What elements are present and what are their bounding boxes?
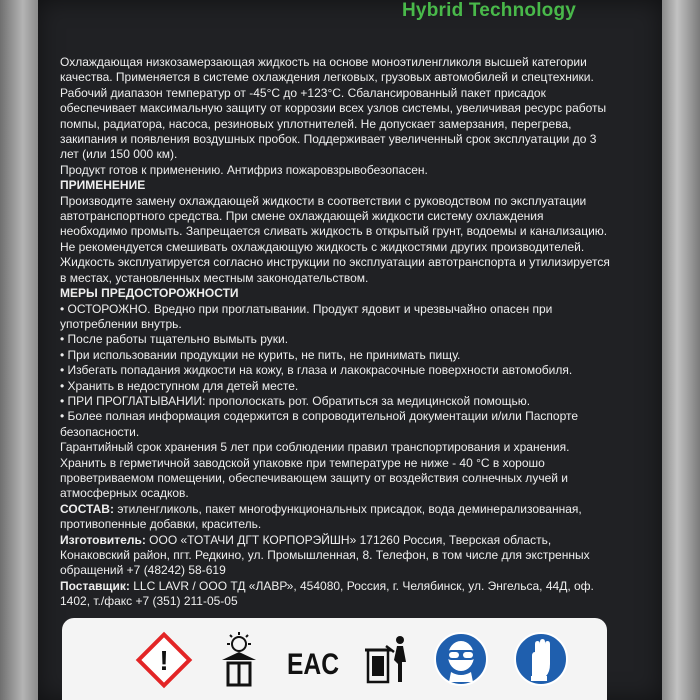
intro-note: Продукт готов к применению. Антифриз пожаровзрывобезопасен. — [60, 162, 428, 177]
list-item: • После работы тщательно вымыть руки. — [60, 332, 610, 347]
usage-heading: ПРИМЕНЕНИЕ — [60, 178, 146, 193]
brand-tagline: Hybrid Technology — [402, 0, 577, 21]
bottle-edge-right — [662, 0, 700, 700]
safety-pictograms — [62, 618, 607, 700]
composition-text: этиленгликоль, пакет многофункциональных присадок, вода деминерализованная, противопенные добавки, краситель. — [60, 501, 582, 532]
precautions-list — [60, 302, 610, 441]
list-item: • Более полная информация содержится в сопроводительной документации и/или Паспорте безопасности. — [60, 409, 610, 440]
wear-gloves-icon — [512, 630, 570, 690]
bottle-edge-left — [0, 0, 38, 700]
composition-label: СОСТАВ: — [60, 501, 114, 516]
supplier — [60, 579, 610, 610]
supplier-text: LLC LAVR / ООО ТД «ЛАВР», 454080, Россия, г. Челябинск, ул. Энгельса, 44Д, оф. 1402, т./факс +7 (351) 211-05-05 — [60, 578, 594, 609]
composition — [60, 502, 610, 533]
manufacturer-text: ООО «ТОТАЧИ ДГТ КОРПОРЭЙШН» 171260 Россия, Тверская область, Конаковский район, пгт. Редкино, ул. Промышленная, 8. Телефон, в том числе для экстренных обращений +7 (48242) 58-619 — [60, 532, 590, 578]
storage-warranty: Гарантийный срок хранения 5 лет при соблюдении правил транспортирования и хранения. — [60, 440, 570, 455]
ghs-exclamation-icon — [134, 630, 194, 690]
eac-mark: EAC — [287, 648, 339, 681]
usage-paragraph: Производите замену охлаждающей жидкости в соответствии с руководством по эксплуатации автотранспортного средства. При смене охлаждающей жидкости систему охлаждения необходимо промыть. Запрещается сливать жидкость в открытый грунт, водоемы и канализацию. Не рекомендуется смешивать охлаждающую жидкость с жидкостями других производителей. — [60, 193, 608, 254]
manufacturer-label: Изготовитель: — [60, 532, 146, 547]
list-item: • ОСТОРОЖНО. Вредно при проглатывании. Продукт ядовит и чрезвычайно опасен при употреблении внутрь. — [60, 302, 610, 333]
list-item: • ПРИ ПРОГЛАТЫВАНИИ: прополоскать рот. Обратиться за медицинской помощью. — [60, 394, 610, 409]
wear-goggles-icon — [432, 630, 490, 690]
usage-paragraph: Жидкость эксплуатируется согласно инструкции по эксплуатации автотранспорта и утилизируется в местах, установленных местным законодательством. — [60, 255, 610, 285]
list-item: • При использовании продукции не курить, не пить, не принимать пищу. — [60, 348, 610, 363]
list-item: • Избегать попадания жидкости на кожу, в глаза и лакокрасочные поверхности автомобиля. — [60, 363, 610, 378]
keep-from-sun-icon — [216, 630, 262, 690]
storage-conditions: Хранить в герметичной заводской упаковке при температуре не ниже - 40 °С в хорошо проветриваемом помещении, обеспечивающем защиту от воздействия солнечных лучей и атмосферных осадков. — [60, 455, 568, 501]
supplier-label: Поставщик: — [60, 578, 130, 593]
eac-mark-icon — [284, 630, 342, 690]
dispose-bin-icon — [364, 630, 410, 690]
hazard-mark: ! — [159, 645, 169, 676]
precautions-heading: МЕРЫ ПРЕДОСТОРОЖНОСТИ — [60, 286, 239, 301]
label-text — [60, 55, 610, 610]
manufacturer — [60, 533, 610, 579]
list-item: • Хранить в недоступном для детей месте. — [60, 379, 610, 394]
intro-paragraph: Охлаждающая низкозамерзающая жидкость на основе моноэтиленгликоля высшей категории качества. Применяется в системе охлаждения легковых, грузовых автомобилей и спецтехники. Рабочий диапазон температур от -45°C до +123°C. Сбалансированный пакет присадок обеспечивает максимальную защиту от коррозии всех узлов системы, увеличивая ресурс работы помпы, радиатора, насоса, резиновых уплотнителей. Не допускает замерзания, перегрева, закипания и появления воздушных пробок. Поддерживает увеличенный срок эксплуатации до 3 лет (или 150 000 км). — [60, 55, 607, 162]
